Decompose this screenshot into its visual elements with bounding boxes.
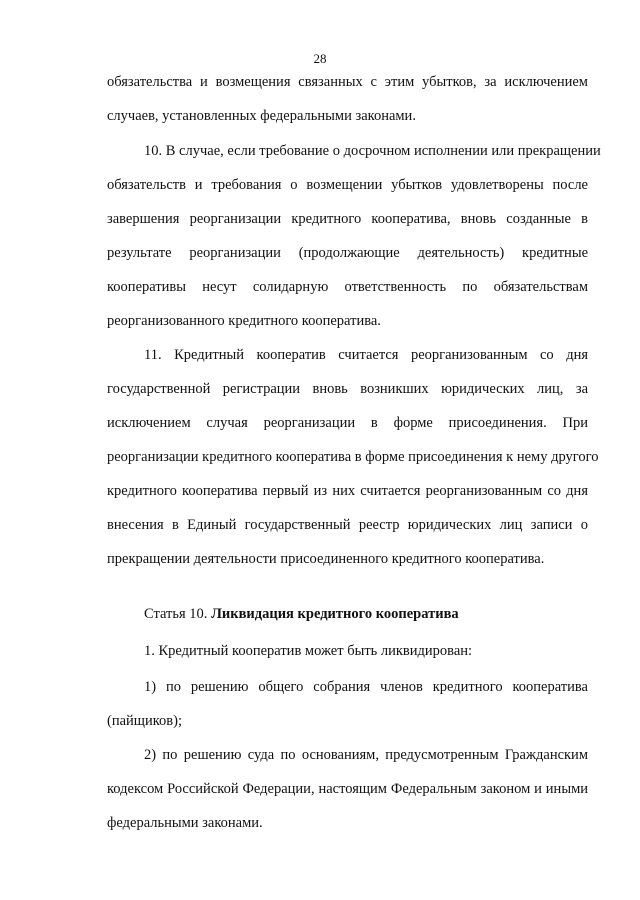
text-line: исключением случая реорганизации в форме присоединения. При [107, 415, 588, 431]
text-line: 11. Кредитный кооператив считается реорганизованным со дня [144, 347, 588, 363]
text-line: завершения реорганизации кредитного кооператива, вновь созданные в [107, 211, 588, 227]
text-line: прекращении деятельности присоединенного кредитного кооператива. [107, 551, 545, 567]
text-line: (пайщиков); [107, 713, 182, 729]
text-line: реорганизованного кредитного кооператива. [107, 313, 381, 329]
text-line: внесения в Единый государственный реестр юридических лиц записи о [107, 517, 588, 533]
text-line: обязательств и требования о возмещении убытков удовлетворены после [107, 177, 588, 193]
text-line: кодексом Российской Федерации, настоящим Федеральным законом и иными [107, 781, 588, 797]
text-line: реорганизации кредитного кооператива в форме присоединения к нему другого [107, 449, 599, 465]
article-heading [144, 604, 588, 624]
text-line: 1) по решению общего собрания членов кредитного кооператива [144, 679, 588, 695]
text-line: федеральными законами. [107, 815, 263, 831]
text-line: 10. В случае, если требование о досрочном исполнении или прекращении [144, 143, 601, 159]
text-line: случаев, установленных федеральными законами. [107, 108, 416, 124]
page-number: 28 [313, 51, 327, 66]
text-line: 2) по решению суда по основаниям, предусмотренным Гражданским [144, 747, 588, 763]
text-line: кредитного кооператива первый из них считается реорганизованным со дня [107, 483, 588, 499]
text-line: обязательства и возмещения связанных с этим убытков, за исключением [107, 74, 588, 90]
text-line: результате реорганизации (продолжающие деятельность) кредитные [107, 245, 588, 261]
article-number: Статья 10. [144, 606, 208, 622]
text-line: 1. Кредитный кооператив может быть ликвидирован: [144, 643, 473, 659]
article-title: Ликвидация кредитного кооператива [211, 606, 459, 622]
text-line: государственной регистрации вновь возникших юридических лиц, за [107, 381, 588, 397]
text-line: кооперативы несут солидарную ответственность по обязательствам [107, 279, 588, 295]
